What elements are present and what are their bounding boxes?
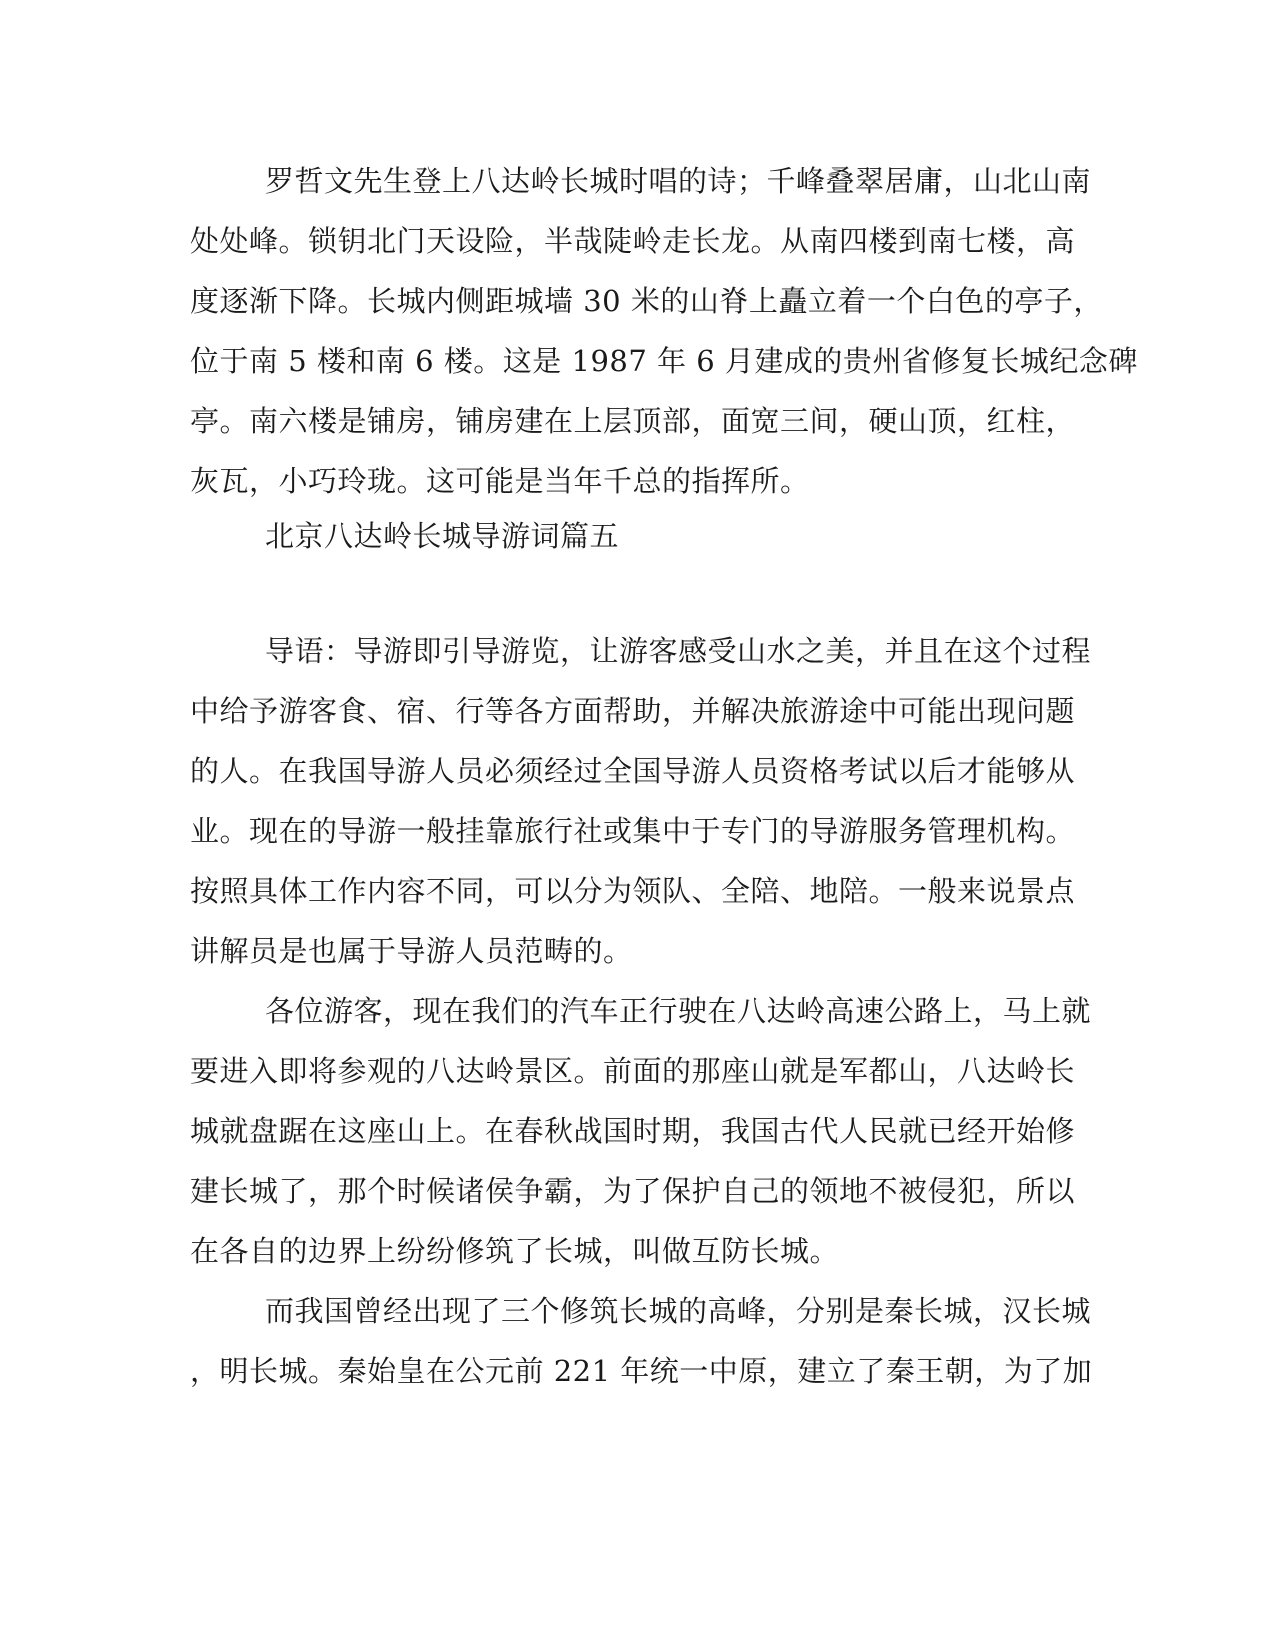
paragraph-1-line-3: 度逐渐下降。长城内侧距城墙 30 米的山脊上矗立着一个白色的亭子， [190,284,1103,318]
paragraph-1-line-5: 亭。南六楼是铺房，铺房建在上层顶部，面宽三间，硬山顶，红柱， [190,404,1076,438]
paragraph-2-line-1: 导语：导游即引导游览，让游客感受山水之美，并且在这个过程 [265,634,1092,668]
paragraph-2-line-2: 中给予游客食、宿、行等各方面帮助，并解决旅游途中可能出现问题 [190,694,1076,728]
paragraph-2-line-6: 讲解员是也属于导游人员范畴的。 [190,934,633,968]
paragraph-1-line-6: 灰瓦，小巧玲珑。这可能是当年千总的指挥所。 [190,464,810,498]
paragraph-2-line-5: 按照具体工作内容不同，可以分为领队、全陪、地陪。一般来说景点 [190,874,1076,908]
paragraph-1-line-1: 罗哲文先生登上八达岭长城时唱的诗；千峰叠翠居庸，山北山南 [265,164,1092,198]
paragraph-3-line-1: 各位游客，现在我们的汽车正行驶在八达岭高速公路上，马上就 [265,994,1092,1028]
paragraph-1-line-4: 位于南 5 楼和南 6 楼。这是 1987 年 6 月建成的贵州省修复长城纪念碑 [190,344,1138,378]
paragraph-4-line-2: ，明长城。秦始皇在公元前 221 年统一中原，建立了秦王朝，为了加 [190,1354,1093,1388]
paragraph-1-line-2: 处处峰。锁钥北门天设险，半哉陡岭走长龙。从南四楼到南七楼，高 [190,224,1076,258]
paragraph-3-line-4: 建长城了，那个时候诸侯争霸，为了保护自己的领地不被侵犯，所以 [190,1174,1076,1208]
section-heading: 北京八达岭长城导游词篇五 [265,519,620,553]
paragraph-4-line-1: 而我国曾经出现了三个修筑长城的高峰，分别是秦长城，汉长城 [265,1294,1092,1328]
paragraph-3-line-2: 要进入即将参观的八达岭景区。前面的那座山就是军都山，八达岭长 [190,1054,1076,1088]
paragraph-2-line-3: 的人。在我国导游人员必须经过全国导游人员资格考试以后才能够从 [190,754,1076,788]
paragraph-3-line-3: 城就盘踞在这座山上。在春秋战国时期，我国古代人民就已经开始修 [190,1114,1076,1148]
paragraph-2-line-4: 业。现在的导游一般挂靠旅行社或集中于专门的导游服务管理机构。 [190,814,1076,848]
paragraph-3-line-5: 在各自的边界上纷纷修筑了长城，叫做互防长城。 [190,1234,840,1268]
